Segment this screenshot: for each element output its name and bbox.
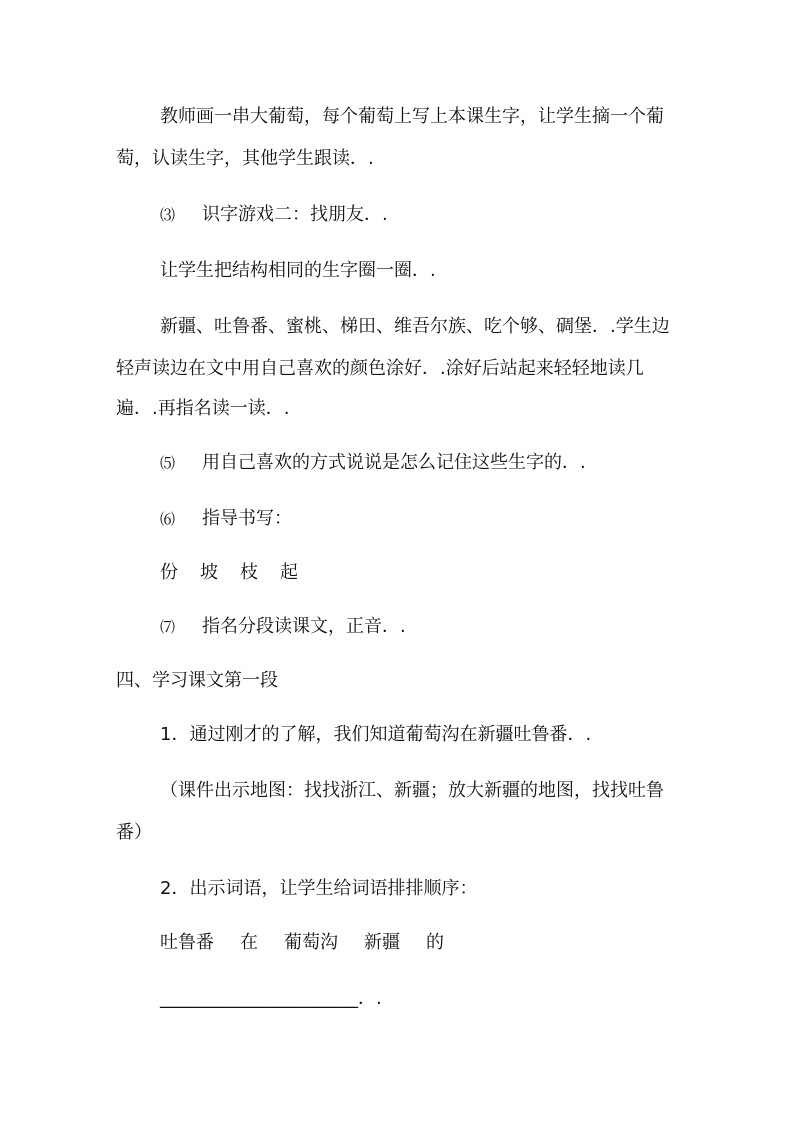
paragraph-line: 让学生把结构相同的生字圈一圈．. bbox=[160, 260, 436, 281]
ordering-words bbox=[160, 930, 470, 956]
writing-characters bbox=[160, 560, 320, 586]
list-item-3 bbox=[160, 202, 388, 228]
paragraph-line: 教师画一串大葡萄，每个葡萄上写上本课生字，让学生摘一个葡 bbox=[160, 106, 664, 127]
item-text: 用自己喜欢的方式说说是怎么记住这些生字的．. bbox=[202, 452, 586, 473]
writing-char: 枝 bbox=[240, 562, 258, 583]
writing-char: 坡 bbox=[200, 562, 218, 583]
item-number: ⑹ bbox=[160, 510, 176, 528]
item-text: 指名分段读课文，正音．. bbox=[202, 616, 406, 637]
item-text: 识字游戏二：找朋友．. bbox=[202, 204, 388, 225]
answer-blank: ______________________．. bbox=[160, 988, 382, 1009]
writing-char: 份 bbox=[160, 562, 178, 583]
paragraph-line: 轻声读边在文中用自己喜欢的颜色涂好．.涂好后站起来轻轻地读几 bbox=[116, 358, 644, 379]
paragraph-line: 萄，认读生字，其他学生跟读．. bbox=[116, 148, 374, 169]
paragraph-line: 遍．.再指名读一读．. bbox=[116, 398, 290, 419]
item-number: ⑸ bbox=[160, 454, 176, 472]
paragraph-line: （课件出示地图：找找浙江、新疆；放大新疆的地图，找找吐鲁 bbox=[160, 780, 664, 801]
item-number: ⑺ bbox=[160, 618, 176, 636]
step-2: 2．出示词语，让学生给词语排排顺序： bbox=[160, 878, 478, 899]
list-item-6 bbox=[160, 506, 292, 532]
writing-char: 起 bbox=[280, 562, 298, 583]
item-number: ⑶ bbox=[160, 206, 176, 224]
paragraph-line: 新疆、吐鲁番、蜜桃、梯田、维吾尔族、吃个够、碉堡．.学生边 bbox=[160, 316, 670, 337]
order-word: 葡萄沟 bbox=[284, 932, 338, 953]
order-word: 吐鲁番 bbox=[160, 932, 214, 953]
order-word: 新疆 bbox=[364, 932, 400, 953]
section-heading: 四、学习课文第一段 bbox=[116, 670, 278, 691]
list-item-5 bbox=[160, 450, 586, 476]
list-item-7 bbox=[160, 614, 406, 640]
paragraph-line: 番） bbox=[116, 822, 152, 843]
step-1: 1．通过刚才的了解，我们知道葡萄沟在新疆吐鲁番．. bbox=[160, 724, 592, 745]
order-word: 的 bbox=[426, 932, 444, 953]
item-text: 指导书写： bbox=[202, 508, 292, 529]
order-word: 在 bbox=[240, 932, 258, 953]
